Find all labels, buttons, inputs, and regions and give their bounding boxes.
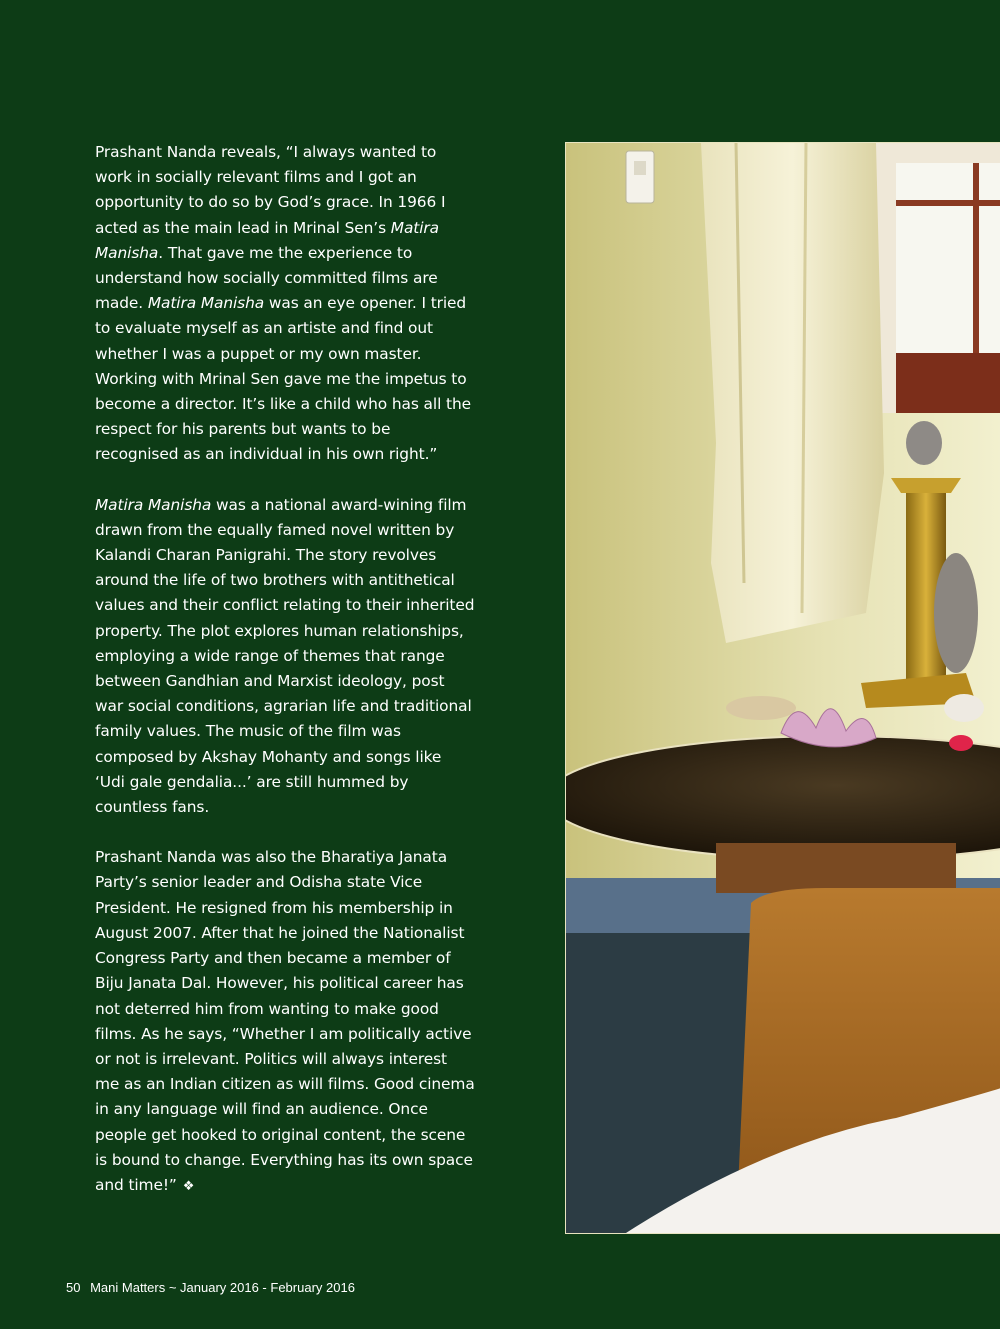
film-title-italic: Matira Manisha: [95, 495, 212, 514]
film-title-italic: Matira Manisha: [95, 218, 439, 262]
paragraph-3-text: Prashant Nanda was also the Bharatiya Janata Party’s senior leader and Odisha state Vice President. He resigned from his membership in August 2007. After that he joined the Nationalist Congress Party and then became a member of Biju Janata Dal. However, his political career has not deterred him from wanting to make good films. As he says, “Whether I am politically active or not is irrelevant. Politics will always interest me as an Indian citizen as will films. Good cinema in any language will find an audience. Once people get hooked to original content, the scene is bound to change. Everything has its own space and time!”: [95, 848, 475, 1194]
paragraph-2: [95, 493, 475, 821]
interior-photo: [565, 142, 1000, 1234]
page-number: 50: [66, 1280, 81, 1295]
paragraph-1: [95, 140, 475, 468]
paragraph-3: [95, 845, 475, 1199]
publication-info: Mani Matters ~ January 2016 - February 2016: [90, 1280, 355, 1295]
paragraph-1-text-3: was an eye opener. I tried to evaluate myself as an artiste and find out whether I was a puppet or my own master. Working with Mrinal Sen gave me the impetus to become a director. It’s like a child who has all the respect for his parents but wants to be recognised as an individual in his own right.”: [95, 294, 471, 464]
page-footer: [66, 1280, 361, 1295]
end-mark-icon: ❖: [182, 1178, 195, 1194]
paragraph-1-text-2: . That gave me the experience to understand how socially committed films are made.: [95, 243, 438, 313]
paragraph-1-text: Prashant Nanda reveals, “I always wanted to work in socially relevant films and I got an opportunity to do so by God’s grace. In 1966 I acted as the main lead in Mrinal Sen’s: [95, 143, 446, 237]
article-column: [95, 140, 475, 1224]
film-title-italic: Matira Manisha: [147, 294, 265, 313]
paragraph-2-text: was a national award-wining film drawn from the equally famed novel written by Kalandi Charan Panigrahi. The story revolves around the life of two brothers with antithetical values and their conflict relating to their inherited property. The plot explores human relationships, employing a wide range of themes that range between Gandhian and Marxist ideology, post war social conditions, agrarian life and traditional family values. The music of the film was composed by Akshay Mohanty and songs like ‘Udi gale gendalia...’ are still hummed by countless fans.: [95, 495, 475, 817]
